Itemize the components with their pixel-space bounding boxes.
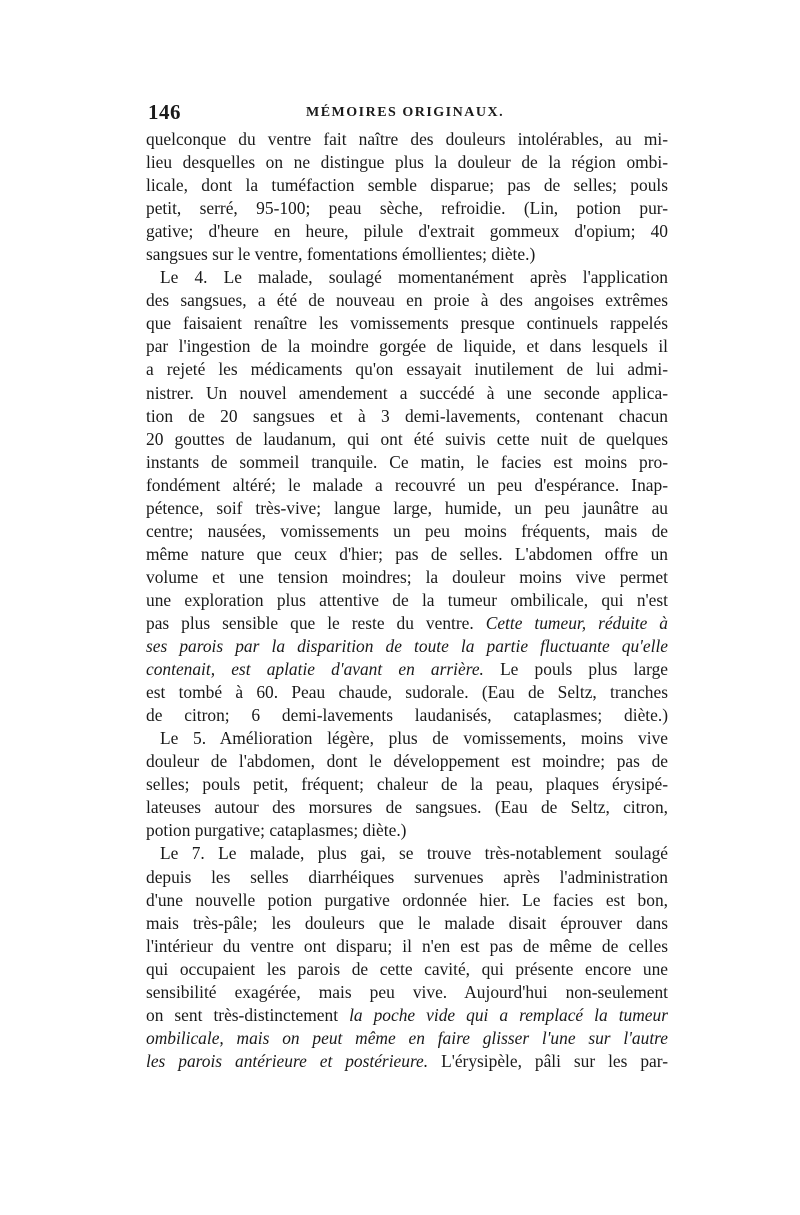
text-segment: a rejeté les médicaments qu'on essayait inutilement de lui admi-: [146, 359, 668, 380]
body-text: [146, 128, 668, 1073]
text-line: [146, 289, 668, 312]
text-segment: on sent très-distinctement: [146, 1004, 350, 1025]
text-segment: douleur de l'abdomen, dont le développement est moindre; pas de: [146, 751, 668, 772]
text-line: [146, 1027, 668, 1050]
text-segment: même nature que ceux d'hier; pas de selles. L'abdomen offre un: [146, 543, 668, 564]
text-segment: volume et une tension moindres; la douleur moins vive permet: [146, 566, 668, 587]
text-line: [146, 773, 668, 796]
text-segment: selles; pouls petit, fréquent; chaleur de la peau, plaques érysipé-: [146, 774, 668, 795]
text-segment: tion de 20 sangsues et à 3 demi-lavements, contenant chacun: [146, 405, 668, 426]
text-segment: Le 7. Le malade, plus gai, se trouve très-notablement soulagé: [160, 843, 668, 864]
italic-text-segment: ses parois par la disparition de toute la partie fluctuante qu'elle: [146, 636, 668, 657]
text-line: [146, 520, 668, 543]
page-header: [148, 100, 666, 126]
text-segment: Le pouls plus large: [483, 659, 668, 680]
text-line: [146, 451, 668, 474]
text-line: [146, 635, 668, 658]
text-segment: pétence, soif très-vive; langue large, humide, un peu jaunâtre au: [146, 497, 668, 518]
text-segment: l'intérieur du ventre ont disparu; il n'en est pas de même de celles: [146, 935, 668, 956]
text-line: [146, 543, 668, 566]
text-segment: mais très-pâle; les douleurs que le malade disait éprouver dans: [146, 912, 668, 933]
text-line: [146, 312, 668, 335]
text-segment: centre; nausées, vomissements un peu moins fréquents, mais de: [146, 520, 668, 541]
text-line: [146, 243, 668, 266]
text-segment: licale, dont la tuméfaction semble disparue; pas de selles; pouls: [146, 175, 668, 196]
text-line: [146, 796, 668, 819]
text-segment: gative; d'heure en heure, pilule d'extrait gommeux d'opium; 40: [146, 221, 668, 242]
text-segment: qui occupaient les parois de cette cavité, qui présente encore une: [146, 958, 668, 979]
text-line: [146, 151, 668, 174]
italic-text-segment: la poche vide qui a remplacé la tumeur: [349, 1004, 668, 1025]
text-segment: d'une nouvelle potion purgative ordonnée hier. Le facies est bon,: [146, 889, 668, 910]
text-segment: nistrer. Un nouvel amendement a succédé à une seconde applica-: [146, 382, 668, 403]
text-segment: L'érysipèle, pâli sur les par-: [428, 1050, 668, 1071]
text-segment: potion purgative; cataplasmes; diète.): [146, 820, 407, 841]
text-line: [146, 866, 668, 889]
text-line: [146, 1050, 668, 1073]
text-line: [146, 612, 668, 635]
text-segment: sensibilité exagérée, mais peu vive. Aujourd'hui non-seulement: [146, 981, 668, 1002]
text-segment: par l'ingestion de la moindre gorgée de liquide, et dans lesquels il: [146, 336, 668, 357]
text-segment: pas plus sensible que le reste du ventre.: [146, 612, 486, 633]
text-line: [146, 912, 668, 935]
text-segment: sangsues sur le ventre, fomentations émollientes; diète.): [146, 244, 536, 265]
text-segment: que faisaient renaître les vomissements presque continuels rappelés: [146, 313, 668, 334]
text-line: [146, 981, 668, 1004]
text-line: [146, 1004, 668, 1027]
italic-text-segment: ombilicale, mais on peut même en faire glisser l'une sur l'autre: [146, 1027, 668, 1048]
running-head: MÉMOIRES ORIGINAUX.: [306, 105, 505, 120]
text-segment: une exploration plus attentive de la tumeur ombilicale, qui n'est: [146, 589, 668, 610]
text-line: [146, 335, 668, 358]
text-line: [146, 727, 668, 750]
text-segment: des sangsues, a été de nouveau en proie à des angoises extrêmes: [146, 290, 668, 311]
text-segment: fondément altéré; le malade a recouvré un peu d'espérance. Inap-: [146, 474, 668, 495]
text-segment: de citron; 6 demi-lavements laudanisés, cataplasmes; diète.): [146, 705, 668, 726]
text-line: [146, 197, 668, 220]
italic-text-segment: contenait, est aplatie d'avant en arrière.: [146, 659, 484, 680]
text-segment: depuis les selles diarrhéiques survenues après l'administration: [146, 866, 668, 887]
text-line: [146, 681, 668, 704]
text-line: [146, 128, 668, 151]
text-line: [146, 220, 668, 243]
text-line: [146, 935, 668, 958]
text-line: [146, 658, 668, 681]
text-line: [146, 889, 668, 912]
text-line: [146, 819, 668, 842]
italic-text-segment: les parois antérieure et postérieure.: [146, 1050, 429, 1071]
text-line: [146, 428, 668, 451]
text-segment: 20 gouttes de laudanum, qui ont été suivis cette nuit de quelques: [146, 428, 668, 449]
text-line: [146, 405, 668, 428]
text-line: [146, 266, 668, 289]
text-segment: Le 5. Amélioration légère, plus de vomissements, moins vive: [160, 728, 668, 749]
page-number: 146: [148, 100, 181, 124]
text-segment: Le 4. Le malade, soulagé momentanément après l'application: [160, 267, 668, 288]
text-line: [146, 358, 668, 381]
text-segment: instants de sommeil tranquile. Ce matin, le facies est moins pro-: [146, 451, 668, 472]
text-line: [146, 750, 668, 773]
text-line: [146, 589, 668, 612]
text-line: [146, 704, 668, 727]
text-segment: petit, serré, 95-100; peau sèche, refroidie. (Lin, potion pur-: [146, 198, 668, 219]
text-line: [146, 497, 668, 520]
text-line: [146, 958, 668, 981]
text-line: [146, 474, 668, 497]
text-line: [146, 174, 668, 197]
text-segment: quelconque du ventre fait naître des douleurs intolérables, au mi-: [146, 129, 668, 149]
text-line: [146, 566, 668, 589]
text-segment: lieu desquelles on ne distingue plus la douleur de la région ombi-: [146, 152, 668, 173]
text-segment: lateuses autour des morsures de sangsues. (Eau de Seltz, citron,: [146, 797, 668, 818]
text-segment: est tombé à 60. Peau chaude, sudorale. (Eau de Seltz, tranches: [146, 682, 668, 703]
text-line: [146, 842, 668, 865]
italic-text-segment: Cette tumeur, réduite à: [485, 612, 668, 633]
text-line: [146, 382, 668, 405]
